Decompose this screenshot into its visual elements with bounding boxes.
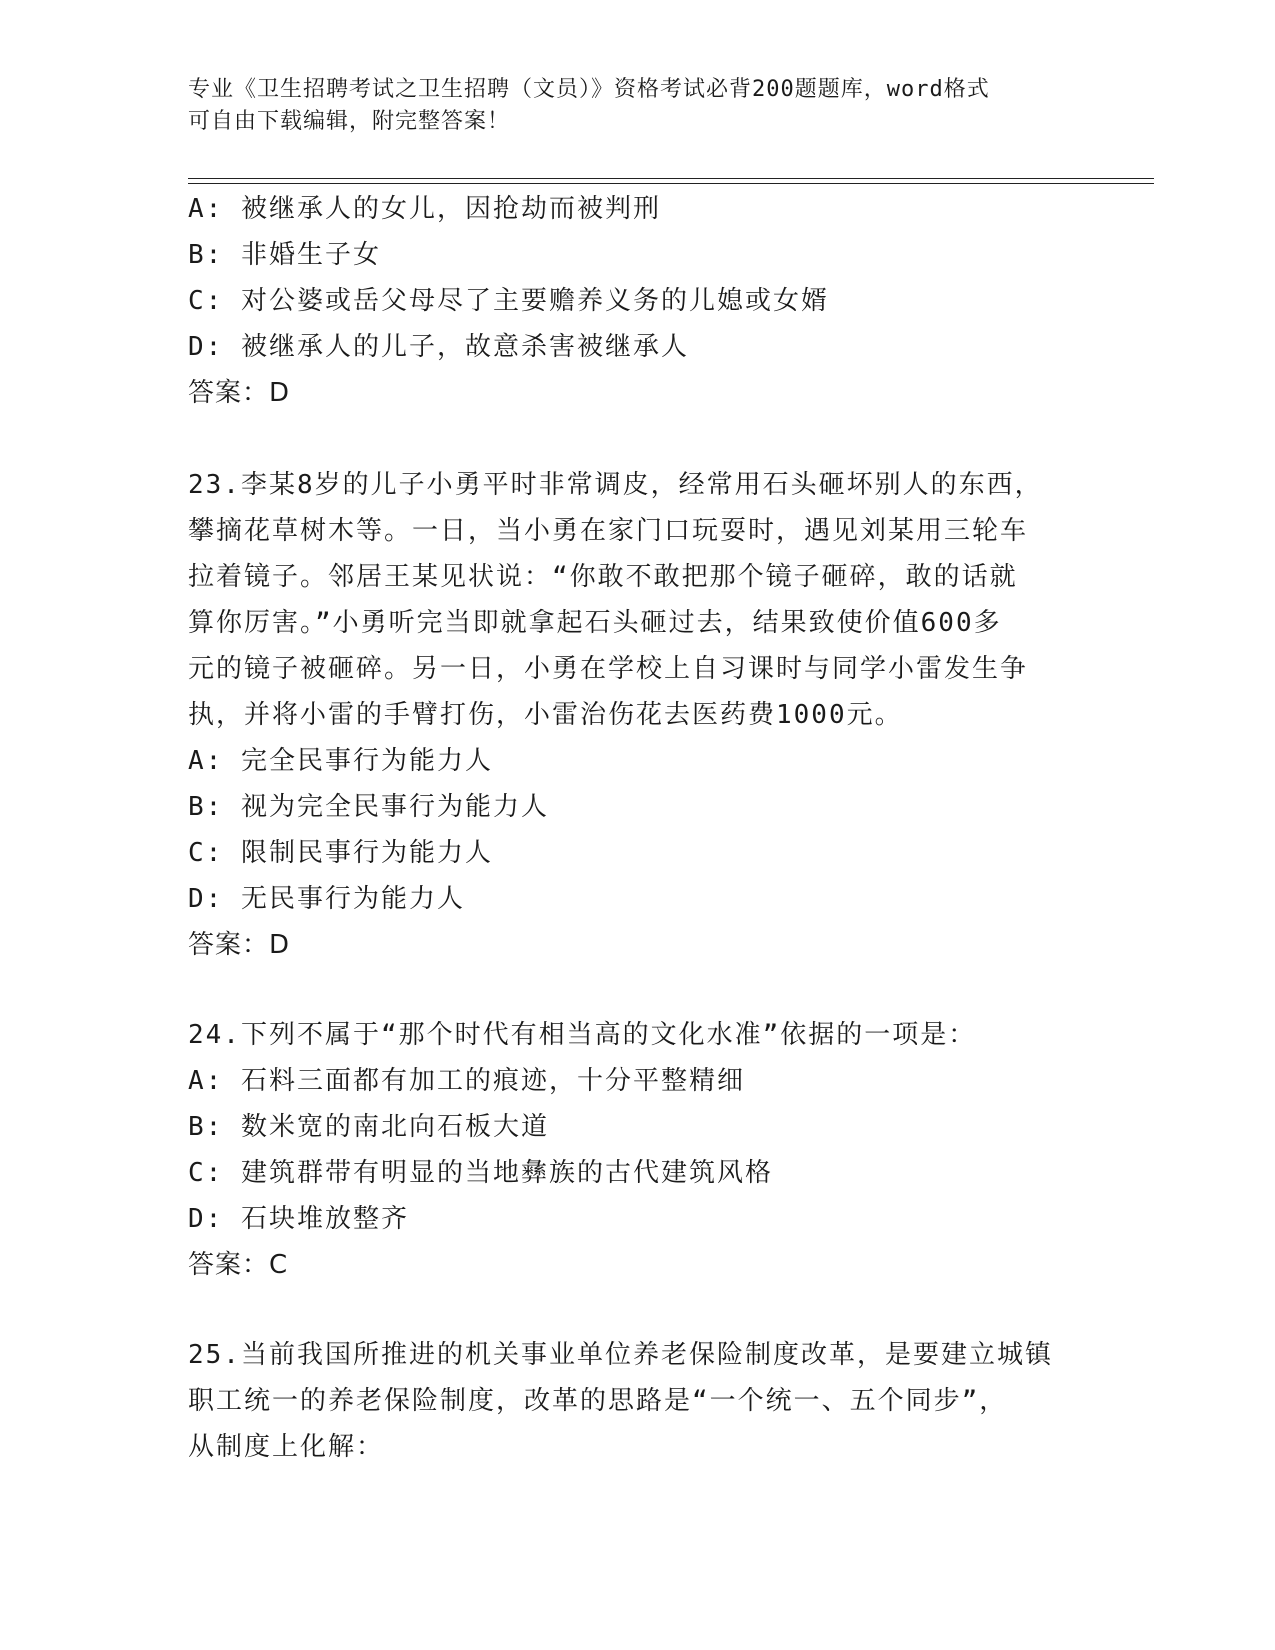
question-stem: [188, 1332, 1068, 1470]
spacer: [188, 1288, 1068, 1332]
option-b: B: 数米宽的南北向石板大道: [188, 1112, 549, 1142]
header-line: 可自由下载编辑，附完整答案！: [188, 109, 511, 134]
stem-line: 24.下列不属于“那个时代有相当高的文化水准”依据的一项是：: [188, 1020, 977, 1050]
header-divider: [188, 183, 1154, 184]
option-d: D: 石块堆放整齐: [188, 1204, 409, 1234]
option-a: A: 被继承人的女儿，因抢劫而被判刑: [188, 194, 661, 224]
stem-line: 元的镜子被砸碎。另一日，小勇在学校上自习课时与同学小雷发生争: [188, 654, 1029, 684]
option-c: C: 限制民事行为能力人: [188, 838, 493, 868]
option-c: C: 建筑群带有明显的当地彝族的古代建筑风格: [188, 1158, 773, 1188]
document-header: [188, 74, 1088, 138]
header-divider: [188, 178, 1154, 179]
stem-line: 攀摘花草树木等。一日，当小勇在家门口玩耍时，遇见刘某用三轮车: [188, 516, 1029, 546]
header-line: 专业《卫生招聘考试之卫生招聘（文员）》资格考试必背200题题库，word格式: [188, 77, 990, 102]
spacer: [188, 968, 1068, 1012]
question-22: [188, 186, 1068, 416]
option-d: D: 被继承人的儿子，故意杀害被继承人: [188, 332, 689, 362]
option-a: A: 石料三面都有加工的痕迹，十分平整精细: [188, 1066, 745, 1096]
stem-line: 算你厉害。”小勇听完当即就拿起石头砸过去，结果致使价值600多: [188, 608, 1002, 638]
stem-line: 从制度上化解：: [188, 1432, 385, 1462]
question-stem: [188, 462, 1068, 738]
question-23: [188, 462, 1068, 968]
answer: 答案：C: [188, 1250, 289, 1280]
question-list: [188, 186, 1068, 1470]
option-b: B: 视为完全民事行为能力人: [188, 792, 549, 822]
option-a: A: 完全民事行为能力人: [188, 746, 493, 776]
question-24: [188, 1012, 1068, 1288]
answer: 答案：D: [188, 378, 291, 408]
question-stem: [188, 1012, 1068, 1058]
stem-line: 拉着镜子。邻居王某见状说：“你敢不敢把那个镜子砸碎，敢的话就: [188, 562, 1018, 592]
stem-line: 25.当前我国所推进的机关事业单位养老保险制度改革，是要建立城镇: [188, 1340, 1053, 1370]
option-c: C: 对公婆或岳父母尽了主要赡养义务的儿媳或女婿: [188, 286, 829, 316]
question-25: [188, 1332, 1068, 1470]
answer: 答案：D: [188, 930, 291, 960]
stem-line: 23.李某8岁的儿子小勇平时非常调皮，经常用石头砸坏别人的东西，: [188, 470, 1043, 500]
stem-line: 职工统一的养老保险制度，改革的思路是“一个统一、五个同步”，: [188, 1386, 1008, 1416]
option-b: B: 非婚生子女: [188, 240, 381, 270]
stem-line: 执，并将小雷的手臂打伤，小雷治伤花去医药费1000元。: [188, 700, 903, 730]
option-d: D: 无民事行为能力人: [188, 884, 465, 914]
spacer: [188, 416, 1068, 462]
